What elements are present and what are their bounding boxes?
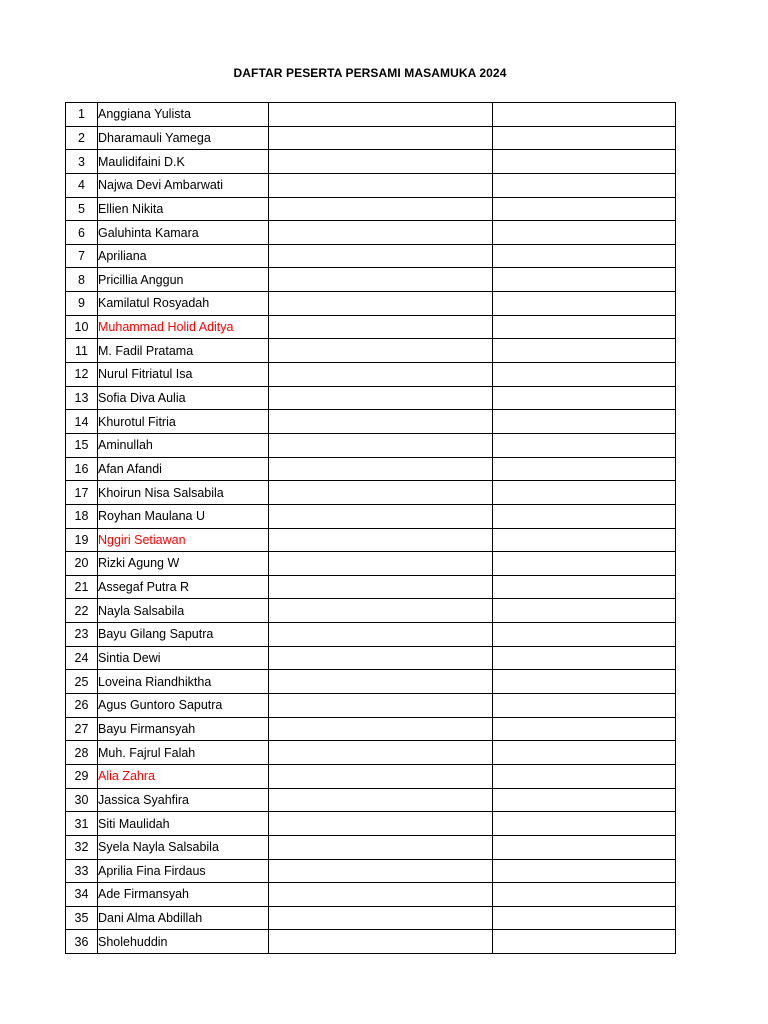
row-number-cell: 17 (66, 481, 98, 505)
participant-name-cell: Pricillia Anggun (98, 268, 269, 292)
row-number-cell: 21 (66, 575, 98, 599)
row-number-cell: 4 (66, 173, 98, 197)
participant-name-cell: Ellien Nikita (98, 197, 269, 221)
participant-name-cell: Aminullah (98, 433, 269, 457)
table-row (66, 504, 676, 528)
empty-cell (493, 315, 676, 339)
table-row (66, 410, 676, 434)
participant-name-cell: Sintia Dewi (98, 646, 269, 670)
participant-name-cell: Syela Nayla Salsabila (98, 835, 269, 859)
empty-cell (493, 197, 676, 221)
table-row (66, 646, 676, 670)
participant-name-cell: M. Fadil Pratama (98, 339, 269, 363)
participant-name-cell: Ade Firmansyah (98, 883, 269, 907)
row-number-cell: 35 (66, 906, 98, 930)
row-number-cell: 24 (66, 646, 98, 670)
empty-cell (269, 930, 493, 954)
empty-cell (269, 292, 493, 316)
empty-cell (493, 457, 676, 481)
empty-cell (493, 504, 676, 528)
table-row (66, 788, 676, 812)
empty-cell (493, 552, 676, 576)
participant-name-cell: Khurotul Fitria (98, 410, 269, 434)
empty-cell (493, 623, 676, 647)
participant-name-cell: Dharamauli Yamega (98, 126, 269, 150)
empty-cell (269, 646, 493, 670)
table-row (66, 173, 676, 197)
table-row (66, 575, 676, 599)
table-row (66, 552, 676, 576)
table-row (66, 292, 676, 316)
row-number-cell: 20 (66, 552, 98, 576)
table-row (66, 906, 676, 930)
table-row (66, 883, 676, 907)
empty-cell (269, 670, 493, 694)
empty-cell (493, 930, 676, 954)
table-row (66, 623, 676, 647)
participant-name-cell: Apriliana (98, 244, 269, 268)
row-number-cell: 27 (66, 717, 98, 741)
table-row (66, 717, 676, 741)
table-row (66, 339, 676, 363)
participant-name-cell: Galuhinta Kamara (98, 221, 269, 245)
participant-name-cell: Alia Zahra (98, 764, 269, 788)
participant-name-cell: Khoirun Nisa Salsabila (98, 481, 269, 505)
empty-cell (269, 528, 493, 552)
row-number-cell: 25 (66, 670, 98, 694)
table-row (66, 599, 676, 623)
table-row (66, 221, 676, 245)
empty-cell (269, 883, 493, 907)
empty-cell (493, 103, 676, 127)
participant-name-cell: Afan Afandi (98, 457, 269, 481)
table-row (66, 315, 676, 339)
participant-table-body (66, 103, 676, 954)
participant-name-cell: Kamilatul Rosyadah (98, 292, 269, 316)
table-row (66, 528, 676, 552)
empty-cell (269, 575, 493, 599)
empty-cell (269, 788, 493, 812)
empty-cell (493, 386, 676, 410)
table-row (66, 694, 676, 718)
row-number-cell: 19 (66, 528, 98, 552)
table-row (66, 244, 676, 268)
empty-cell (493, 528, 676, 552)
empty-cell (269, 764, 493, 788)
empty-cell (269, 103, 493, 127)
row-number-cell: 31 (66, 812, 98, 836)
table-row (66, 103, 676, 127)
empty-cell (269, 552, 493, 576)
participant-name-cell: Sofia Diva Aulia (98, 386, 269, 410)
empty-cell (493, 835, 676, 859)
table-row (66, 930, 676, 954)
empty-cell (493, 173, 676, 197)
row-number-cell: 7 (66, 244, 98, 268)
row-number-cell: 5 (66, 197, 98, 221)
empty-cell (269, 386, 493, 410)
row-number-cell: 28 (66, 741, 98, 765)
row-number-cell: 23 (66, 623, 98, 647)
table-row (66, 835, 676, 859)
participant-name-cell: Royhan Maulana U (98, 504, 269, 528)
empty-cell (493, 433, 676, 457)
row-number-cell: 29 (66, 764, 98, 788)
empty-cell (493, 221, 676, 245)
empty-cell (269, 481, 493, 505)
row-number-cell: 14 (66, 410, 98, 434)
empty-cell (269, 315, 493, 339)
empty-cell (269, 504, 493, 528)
empty-cell (269, 221, 493, 245)
empty-cell (269, 694, 493, 718)
row-number-cell: 10 (66, 315, 98, 339)
empty-cell (269, 906, 493, 930)
empty-cell (493, 268, 676, 292)
empty-cell (269, 859, 493, 883)
participant-name-cell: Rizki Agung W (98, 552, 269, 576)
empty-cell (493, 694, 676, 718)
row-number-cell: 15 (66, 433, 98, 457)
participant-name-cell: Anggiana Yulista (98, 103, 269, 127)
table-row (66, 764, 676, 788)
empty-cell (493, 292, 676, 316)
empty-cell (493, 575, 676, 599)
participant-name-cell: Sholehuddin (98, 930, 269, 954)
table-row (66, 363, 676, 387)
participant-name-cell: Bayu Firmansyah (98, 717, 269, 741)
empty-cell (269, 433, 493, 457)
empty-cell (269, 599, 493, 623)
row-number-cell: 30 (66, 788, 98, 812)
empty-cell (493, 126, 676, 150)
empty-cell (493, 788, 676, 812)
participant-name-cell: Nurul Fitriatul Isa (98, 363, 269, 387)
table-row (66, 670, 676, 694)
row-number-cell: 18 (66, 504, 98, 528)
empty-cell (269, 173, 493, 197)
participant-name-cell: Bayu Gilang Saputra (98, 623, 269, 647)
row-number-cell: 12 (66, 363, 98, 387)
row-number-cell: 6 (66, 221, 98, 245)
participant-name-cell: Agus Guntoro Saputra (98, 694, 269, 718)
table-row (66, 126, 676, 150)
row-number-cell: 34 (66, 883, 98, 907)
participant-name-cell: Dani Alma Abdillah (98, 906, 269, 930)
row-number-cell: 16 (66, 457, 98, 481)
empty-cell (493, 812, 676, 836)
empty-cell (269, 339, 493, 363)
table-row (66, 197, 676, 221)
empty-cell (269, 150, 493, 174)
empty-cell (493, 859, 676, 883)
participant-name-cell: Siti Maulidah (98, 812, 269, 836)
empty-cell (269, 457, 493, 481)
empty-cell (493, 410, 676, 434)
table-row (66, 386, 676, 410)
row-number-cell: 26 (66, 694, 98, 718)
empty-cell (269, 363, 493, 387)
participant-name-cell: Muhammad Holid Aditya (98, 315, 269, 339)
participant-name-cell: Loveina Riandhiktha (98, 670, 269, 694)
empty-cell (493, 150, 676, 174)
row-number-cell: 32 (66, 835, 98, 859)
row-number-cell: 2 (66, 126, 98, 150)
participant-name-cell: Jassica Syahfira (98, 788, 269, 812)
participant-name-cell: Nayla Salsabila (98, 599, 269, 623)
participant-name-cell: Muh. Fajrul Falah (98, 741, 269, 765)
empty-cell (269, 741, 493, 765)
table-row (66, 859, 676, 883)
participant-name-cell: Najwa Devi Ambarwati (98, 173, 269, 197)
row-number-cell: 9 (66, 292, 98, 316)
document-title: DAFTAR PESERTA PERSAMI MASAMUKA 2024 (233, 66, 507, 80)
empty-cell (269, 268, 493, 292)
participant-table (65, 102, 676, 954)
empty-cell (493, 883, 676, 907)
empty-cell (493, 741, 676, 765)
empty-cell (493, 481, 676, 505)
empty-cell (269, 126, 493, 150)
empty-cell (493, 646, 676, 670)
table-row (66, 457, 676, 481)
row-number-cell: 22 (66, 599, 98, 623)
row-number-cell: 8 (66, 268, 98, 292)
empty-cell (269, 410, 493, 434)
empty-cell (493, 717, 676, 741)
table-row (66, 150, 676, 174)
participant-name-cell: Aprilia Fina Firdaus (98, 859, 269, 883)
empty-cell (269, 623, 493, 647)
empty-cell (269, 197, 493, 221)
empty-cell (493, 244, 676, 268)
empty-cell (493, 906, 676, 930)
empty-cell (493, 339, 676, 363)
table-row (66, 741, 676, 765)
row-number-cell: 11 (66, 339, 98, 363)
empty-cell (269, 717, 493, 741)
empty-cell (493, 599, 676, 623)
empty-cell (493, 764, 676, 788)
table-row (66, 812, 676, 836)
empty-cell (493, 670, 676, 694)
participant-name-cell: Assegaf Putra R (98, 575, 269, 599)
participant-name-cell: Maulidifaini D.K (98, 150, 269, 174)
participant-name-cell: Nggiri Setiawan (98, 528, 269, 552)
table-row (66, 268, 676, 292)
table-row (66, 481, 676, 505)
row-number-cell: 3 (66, 150, 98, 174)
empty-cell (269, 812, 493, 836)
empty-cell (269, 835, 493, 859)
empty-cell (493, 363, 676, 387)
row-number-cell: 36 (66, 930, 98, 954)
row-number-cell: 1 (66, 103, 98, 127)
table-row (66, 433, 676, 457)
row-number-cell: 13 (66, 386, 98, 410)
empty-cell (269, 244, 493, 268)
row-number-cell: 33 (66, 859, 98, 883)
